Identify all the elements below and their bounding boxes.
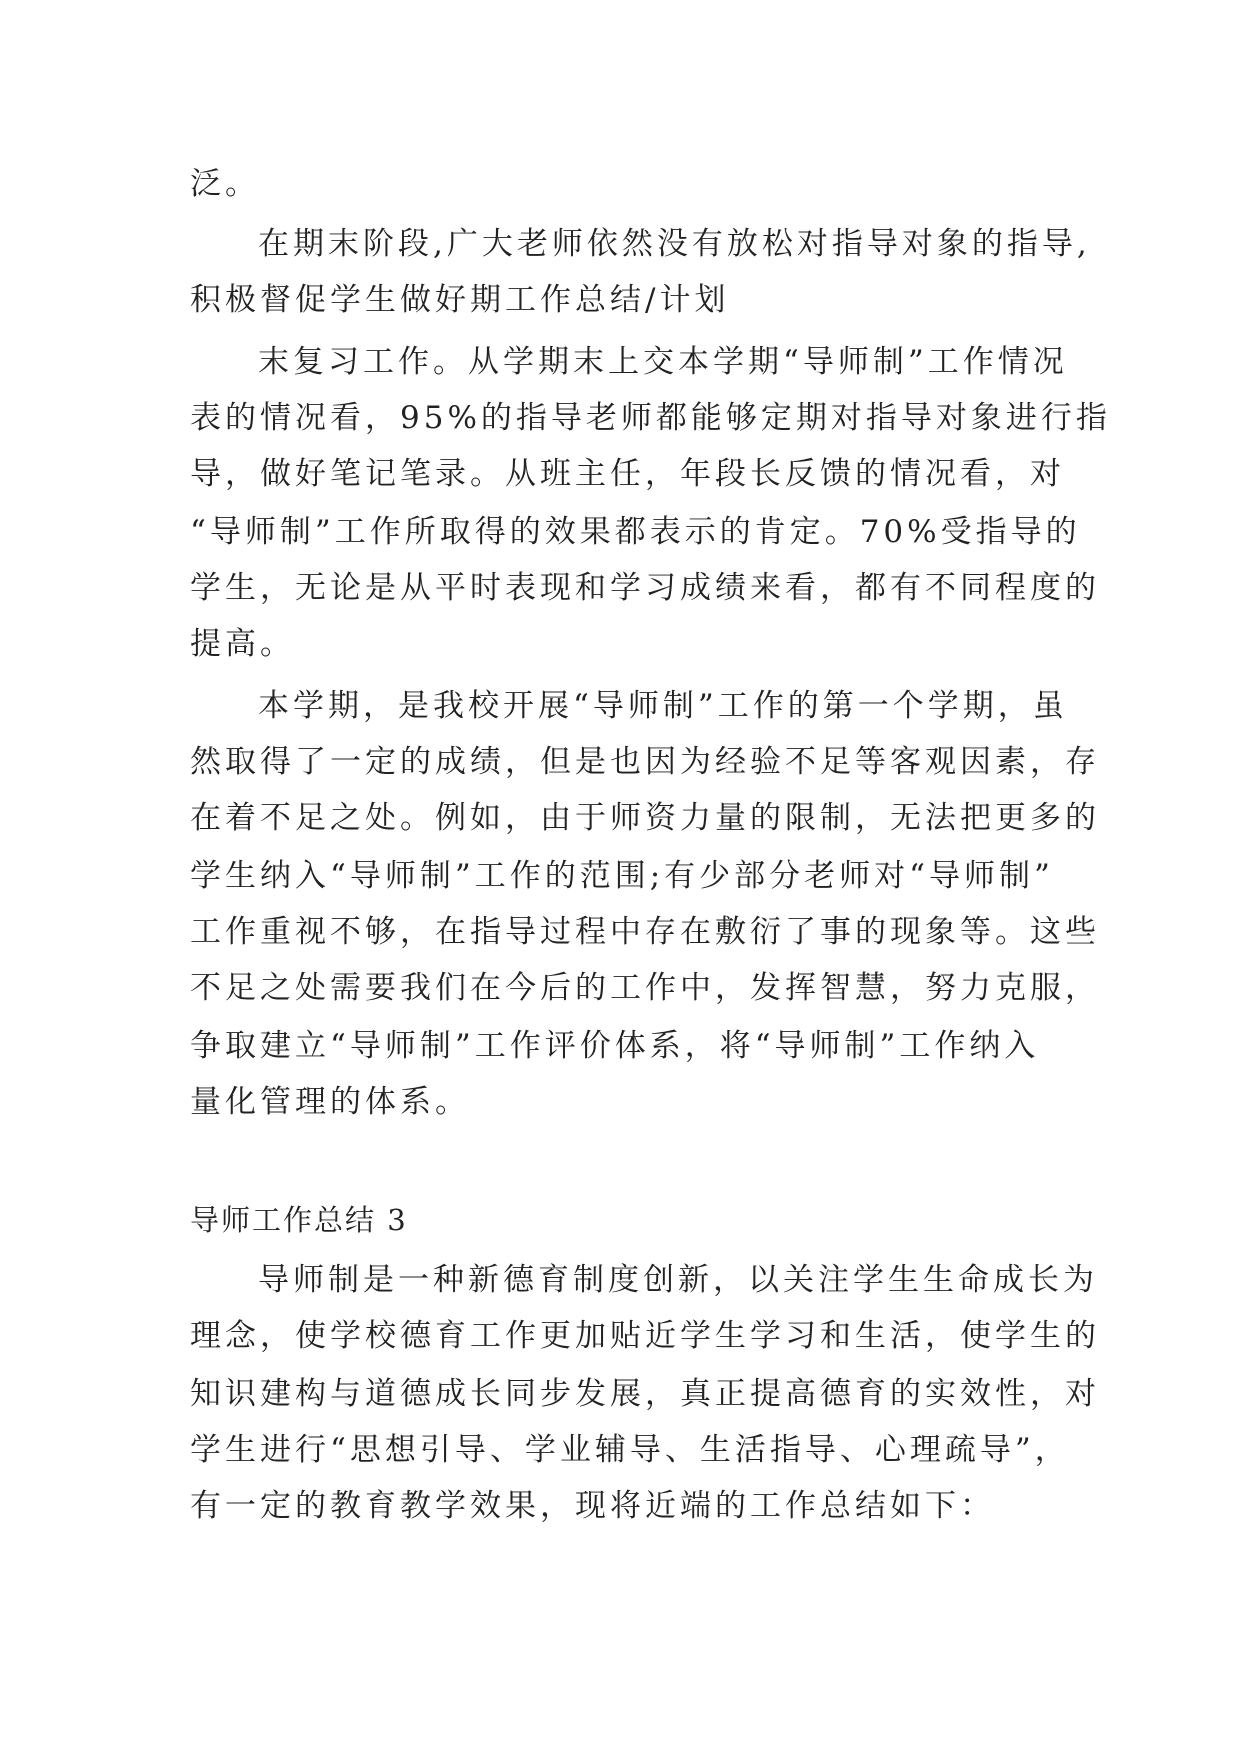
text-line: 工作重视不够，在指导过程中存在敷衍了事的现象等。这些: [190, 914, 1100, 950]
text-line: 本学期，是我校开展“导师制”工作的第一个学期，虽: [258, 688, 1068, 724]
text-line: 学生进行“思想引导、学业辅导、生活指导、心理疏导”，: [190, 1432, 1070, 1468]
text-line: 不足之处需要我们在今后的工作中，发挥智慧，努力克服，: [190, 970, 1100, 1006]
text-line: 量化管理的体系。: [190, 1084, 470, 1120]
text-line: 学生纳入“导师制”工作的范围;有少部分老师对“导师制”: [190, 858, 1054, 894]
text-line: 学生，无论是从平时表现和学习成绩来看，都有不同程度的: [190, 570, 1100, 606]
text-line: 理念，使学校德育工作更加贴近学生学习和生活，使学生的: [190, 1318, 1100, 1354]
text-line: “导师制”工作所取得的效果都表示的肯定。70%受指导的: [190, 514, 1081, 550]
text-line: 然取得了一定的成绩，但是也因为经验不足等客观因素，存: [190, 744, 1100, 780]
text-line: 导，做好笔记笔录。从班主任，年段长反馈的情况看，对: [190, 456, 1065, 492]
text-line: 积极督促学生做好期工作总结/计划: [190, 282, 730, 318]
text-line: 争取建立“导师制”工作评价体系，将“导师制”工作纳入: [190, 1028, 1040, 1064]
text-line: 表的情况看，95%的指导老师都能够定期对指导对象进行指: [190, 400, 1111, 436]
text-line: 泛。: [190, 166, 260, 202]
text-line: 导师制是一种新德育制度创新，以关注学生生命成长为: [258, 1262, 1098, 1298]
text-line: 提高。: [190, 626, 295, 662]
text-line: 有一定的教育教学效果，现将近端的工作总结如下：: [190, 1488, 995, 1524]
text-line: 末复习工作。从学期末上交本学期“导师制”工作情况: [258, 344, 1068, 380]
text-line: 在期末阶段,广大老师依然没有放松对指导对象的指导,: [258, 226, 1091, 262]
text-line: 知识建构与道德成长同步发展，真正提高德育的实效性，对: [190, 1376, 1100, 1412]
text-line: 在着不足之处。例如，由于师资力量的限制，无法把更多的: [190, 800, 1100, 836]
section-heading: 导师工作总结 3: [190, 1203, 408, 1237]
